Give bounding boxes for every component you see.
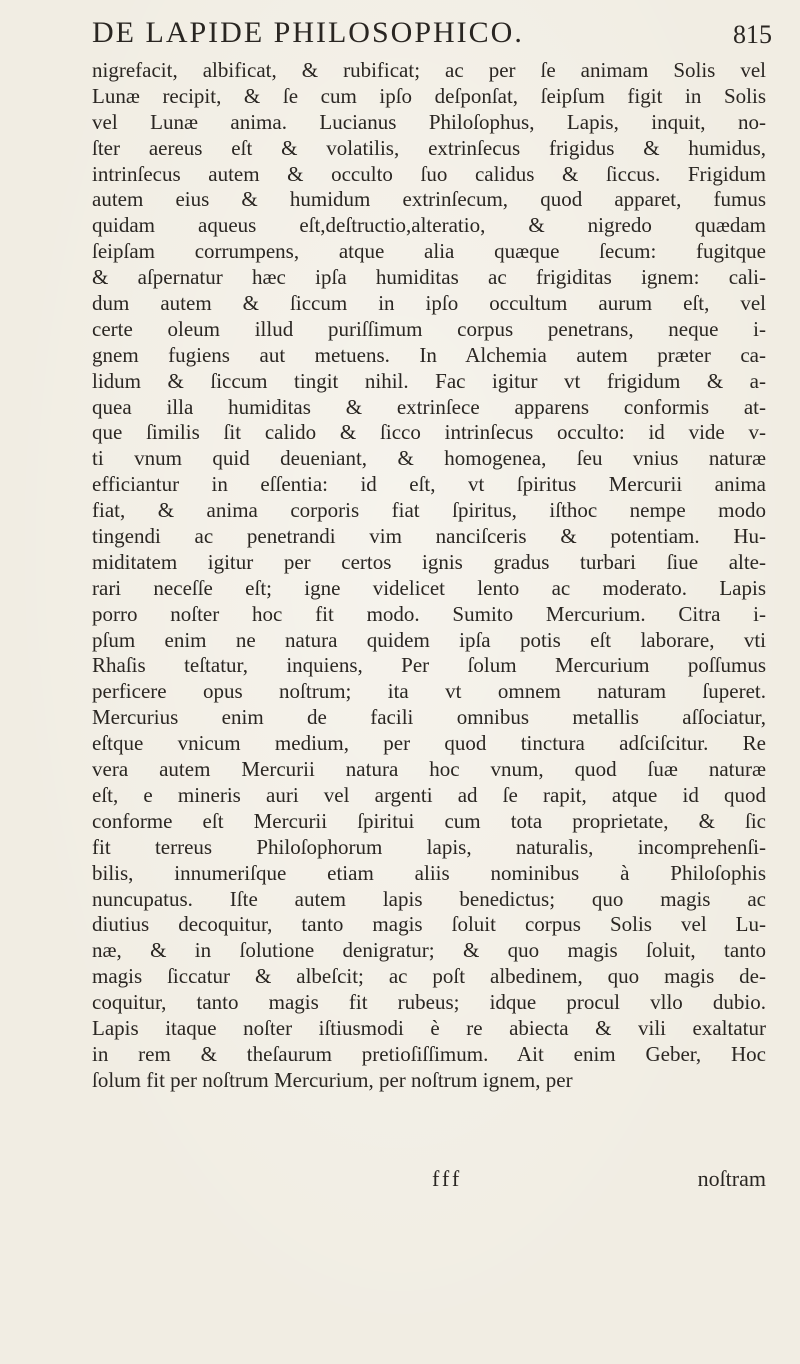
text-line: in rem & theſaurum pretioſiſſimum. Ait enim Geber, Hoc xyxy=(92,1041,766,1066)
text-line: Lapis itaque noſter iſtiusmodi è re abiecta & vili exaltatur xyxy=(92,1015,766,1040)
text-line: Rhaſis teſtatur, inquiens, Per ſolum Mercurium poſſumus xyxy=(92,653,766,678)
text-line: ti vnum quid deueniant, & homogenea, ſeu vnius naturæ xyxy=(92,446,766,471)
text-line: Mercurius enim de facili omnibus metallis aſſociatur, xyxy=(92,705,766,730)
text-line: efficiantur in eſſentia: id eſt, vt ſpiritus Mercurii anima xyxy=(92,472,766,497)
text-line: næ, & in ſolutione denigratur; & quo magis ſoluit, tanto xyxy=(92,938,766,963)
text-line: ſeipſam corrumpens, atque alia quæque ſecum: fugitque xyxy=(92,239,766,264)
text-line: tingendi ac penetrandi vim nanciſceris & potentiam. Hu- xyxy=(92,524,766,549)
body-text xyxy=(92,58,766,1094)
text-line: nuncupatus. Iſte autem lapis benedictus; quo magis ac xyxy=(92,886,766,911)
text-line: vel Lunæ anima. Lucianus Philoſophus, Lapis, inquit, no- xyxy=(92,109,766,134)
text-line: que ſimilis ſit calido & ſicco intrinſecus occulto: id vide v- xyxy=(92,420,766,445)
text-line: autem eius & humidum extrinſecum, quod apparet, fumus xyxy=(92,187,766,212)
text-line: perficere opus noſtrum; ita vt omnem naturam ſuperet. xyxy=(92,679,766,704)
text-line: coquitur, tanto magis fit rubeus; idque procul vllo dubio. xyxy=(92,990,766,1015)
text-line: porro noſter hoc fit modo. Sumito Mercurium. Citra i- xyxy=(92,601,766,626)
catchword: noſtram xyxy=(697,1166,766,1191)
text-line: ſter aereus eſt & volatilis, extrinſecus frigidus & humidus, xyxy=(92,135,766,160)
text-line: ſolum fit per noſtrum Mercurium, per noſtrum ignem, per xyxy=(92,1067,573,1092)
page-header xyxy=(92,16,772,60)
text-line: pſum enim ne natura quidem ipſa potis eſt laborare, vti xyxy=(92,627,766,652)
text-line: quidam aqueus eſt,deſtructio,alteratio, & nigredo quædam xyxy=(92,213,766,238)
text-line: eſtque vnicum medium, per quod tinctura adſciſcitur. Re xyxy=(92,731,766,756)
page-footer xyxy=(92,1166,766,1196)
text-line: fit terreus Philoſophorum lapis, naturalis, incomprehenſi- xyxy=(92,834,766,859)
text-line: & aſpernatur hæc ipſa humiditas ac frigiditas ignem: cali- xyxy=(92,265,766,290)
running-head: DE LAPIDE PHILOSOPHICO. xyxy=(92,16,524,49)
text-line: rari neceſſe eſt; igne videlicet lento ac moderato. Lapis xyxy=(92,575,766,600)
text-line: miditatem igitur per certos ignis gradus turbari ſiue alte- xyxy=(92,549,766,574)
text-line: vera autem Mercurii natura hoc vnum, quod ſuæ naturæ xyxy=(92,757,766,782)
text-line: quea illa humiditas & extrinſece apparens conformis at- xyxy=(92,394,766,419)
page-number: 815 xyxy=(733,20,772,49)
text-line: certe oleum illud puriſſimum corpus penetrans, neque i- xyxy=(92,316,766,341)
text-line: intrinſecus autem & occulto ſuo calidus & ſiccus. Frigidum xyxy=(92,161,766,186)
text-line: gnem fugiens aut metuens. In Alchemia autem præter ca- xyxy=(92,342,766,367)
text-line: Lunæ recipit, & ſe cum ipſo deſponſat, ſeipſum figit in Solis xyxy=(92,83,766,108)
text-line: diutius decoquitur, tanto magis ſoluit corpus Solis vel Lu- xyxy=(92,912,766,937)
text-line: dum autem & ſiccum in ipſo occultum aurum eſt, vel xyxy=(92,291,766,316)
text-line: conforme eſt Mercurii ſpiritui cum tota proprietate, & ſic xyxy=(92,808,766,833)
text-line: bilis, innumeriſque etiam aliis nominibus à Philoſophis xyxy=(92,860,766,885)
text-line: lidum & ſiccum tingit nihil. Fac igitur vt frigidum & a- xyxy=(92,368,766,393)
text-line: fiat, & anima corporis fiat ſpiritus, iſthoc nempe modo xyxy=(92,498,766,523)
text-line: magis ſiccatur & albeſcit; ac poſt albedinem, quo magis de- xyxy=(92,964,766,989)
signature-mark: fff xyxy=(432,1166,463,1191)
text-line: nigrefacit, albificat, & rubificat; ac per ſe animam Solis vel xyxy=(92,58,766,82)
text-line: eſt, e mineris auri vel argenti ad ſe rapit, atque id quod xyxy=(92,782,766,807)
